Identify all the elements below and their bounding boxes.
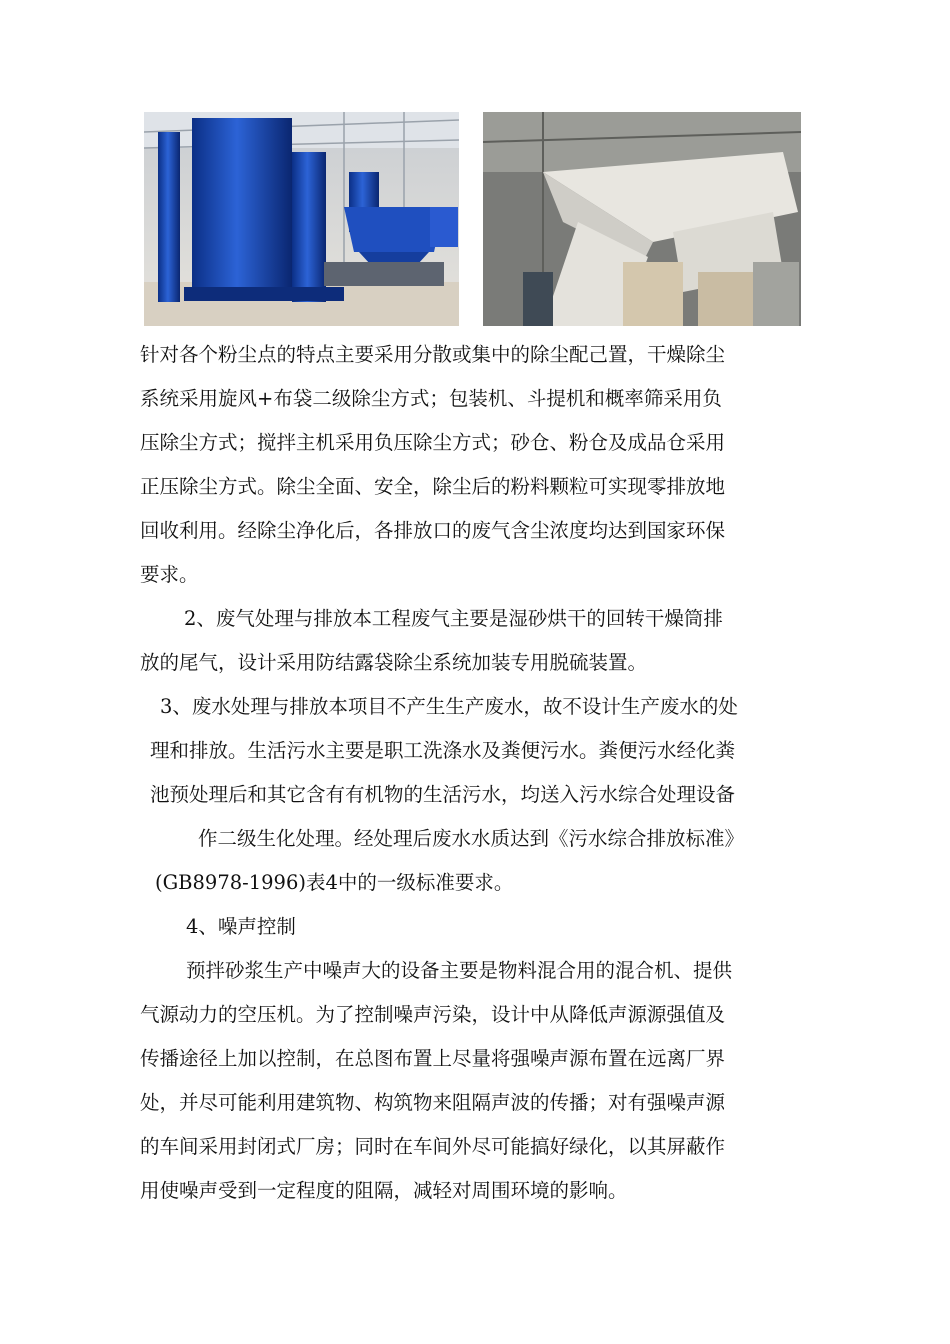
dust-paragraph-line-2: 系统采用旋风+布袋二级除尘方式；包装机、斗提机和概率筛采用负: [140, 387, 722, 410]
exhaust-paragraph-line-1: 2、废气处理与排放本工程废气主要是湿砂烘干的回转干燥筒排: [184, 607, 723, 630]
noise-paragraph-line-3: 传播途径上加以控制，在总图布置上尽量将强噪声源布置在远离厂界: [140, 1047, 726, 1070]
noise-paragraph-line-6: 用使噪声受到一定程度的阻隔，减轻对周围环境的影响。: [140, 1179, 628, 1202]
wastewater-paragraph-line-5: (GB8978-1996)表4中的一级标准要求。: [155, 871, 514, 894]
dust-paragraph-line-3: 压除尘方式；搅拌主机采用负压除尘方式；砂仓、粉仓及成品仓采用: [140, 431, 726, 454]
noise-heading: 4、噪声控制: [186, 915, 296, 938]
dust-paragraph-line-4: 正压除尘方式。除尘全面、安全，除尘后的粉料颗粒可实现零排放地: [140, 475, 726, 498]
wastewater-paragraph-line-3: 池预处理后和其它含有有机物的生活污水，均送入污水综合处理设备: [150, 783, 736, 806]
wastewater-paragraph-line-2: 理和排放。生活污水主要是职工洗涤水及粪便污水。粪便污水经化粪: [150, 739, 736, 762]
noise-paragraph-line-5: 的车间采用封闭式厂房；同时在车间外尽可能搞好绿化，以其屏蔽作: [140, 1135, 726, 1158]
dust-paragraph-line-1: 针对各个粉尘点的特点主要采用分散或集中的除尘配己置，干燥除尘: [140, 343, 726, 366]
exhaust-paragraph-line-2: 放的尾气，设计采用防结露袋除尘系统加装专用脱硫装置。: [140, 651, 648, 674]
dust-paragraph-line-5: 回收利用。经除尘净化后，各排放口的废气含尘浓度均达到国家环保: [140, 519, 726, 542]
dust-collector-photo-white: [483, 112, 801, 326]
noise-paragraph-line-2: 气源动力的空压机。为了控制噪声污染，设计中从降低声源源强值及: [140, 1003, 726, 1026]
dust-collector-photo-blue: [144, 112, 459, 326]
dust-paragraph-line-6: 要求。: [140, 563, 199, 586]
noise-paragraph-line-4: 处，并尽可能利用建筑物、构筑物来阻隔声波的传播；对有强噪声源: [140, 1091, 726, 1114]
wastewater-paragraph-line-1: 3、废水处理与排放本项目不产生生产废水，故不设计生产废水的处: [160, 695, 738, 718]
wastewater-paragraph-line-4: 作二级生化处理。经处理后废水水质达到《污水综合排放标准》: [198, 827, 745, 850]
noise-paragraph-line-1: 预拌砂浆生产中噪声大的设备主要是物料混合用的混合机、提供: [186, 959, 733, 982]
